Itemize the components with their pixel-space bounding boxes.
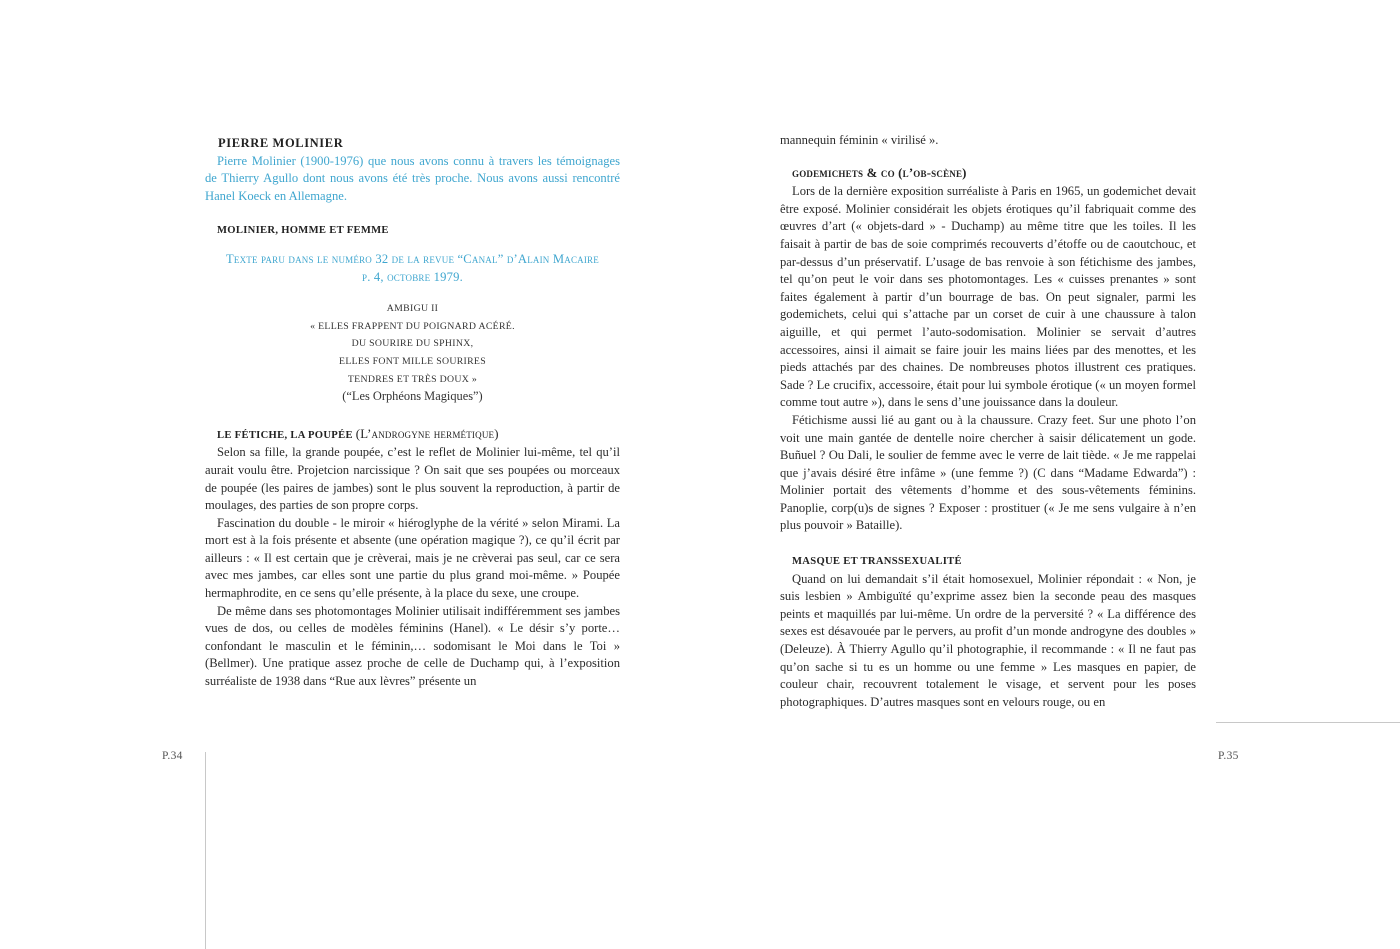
poem-line: ELLES FONT MILLE SOURIRES — [339, 355, 486, 367]
body-paragraph: Selon sa fille, la grande poupée, c’est le reflet de Molinier lui-même, tel qu’il aurait voulu être. Projetcion narcissique ? On sait que ses poupées ou morceaux de poupée (les paires de jambes) sont le plus souvent la reproduction, à partir de moulages, des parties de son propre corps. — [205, 445, 620, 513]
continuation-line: mannequin féminin « virilisé ». — [780, 133, 939, 147]
heading-masque-transsexualite: MASQUE ET TRANSSEXUALITÉ — [792, 556, 962, 568]
left-text-column — [205, 135, 620, 691]
body-paragraph: Lors de la dernière exposition surréaliste à Paris en 1965, un godemichet devait être exposé. Molinier considérait les objets érotiques qu’il fabriquait comme des œuvres d’art (« objets-dard » - Duchamp) au même titre que les toiles. Il les faisait à partir de bas de soie comprimés recouverts d’étoffe ou de caoutchouc, et par-dessus d’un préservatif. L’usage de bas renvoie à son fétichisme des jambes, tel qu’on peut le voir dans ses photomontages. Les « cuisses prenantes » sont faites également à partir d’un bourrage de bas. On peut signaler, parmi les godemichets, celui qui s’attache par un corset de cuir à une chaussure à talon aiguille, et qui permet l’auto-sodomisation. Molinier se servait d’autres accessoires, ainsi il aimait se faire jouir les mains liées par des menottes, et les pieds attachés par des chaines. De nombreuses photos illustrent ces pratiques. Sade ? Le crucifix, accessoire, était pour lui symbole érotique (« un moyen formel comme tout autre »), dans le sens d’une jouissance dans la douleur. — [780, 184, 1196, 410]
source-line-1: Texte paru dans le numéro 32 de la revue “Canal” d’Alain Macaire — [226, 251, 599, 266]
intro-paragraph: Pierre Molinier (1900-1976) que nous avons connu à travers les témoignages de Thierry Agullo dont nous avons été très proche. Nous avons aussi rencontré Hanel Koeck en Allemagne. — [205, 153, 620, 203]
poem-line: AMBIGU II — [386, 303, 439, 315]
gutter-rule — [205, 752, 206, 949]
poem-attribution: (“Les Orphéons Magiques”) — [342, 389, 483, 404]
source-line-2: p. 4, octobre 1979. — [361, 269, 464, 284]
poem-line: DU SOURIRE DU SPHINX, — [351, 338, 474, 350]
epigraph-poem — [205, 300, 620, 406]
poem-line: TENDRES ET TRÈS DOUX » — [347, 373, 478, 385]
source-note — [205, 251, 620, 286]
page-number-left: P.34 — [162, 750, 183, 762]
article-title: PIERRE MOLINIER — [218, 136, 344, 150]
poem-line: « ELLES FRAPPENT DU POIGNARD ACÉRÉ. — [310, 320, 515, 332]
body-paragraph: Fascination du double - le miroir « hiéroglyphe de la vérité » selon Mirami. La mort est à la fois présente et absente (une opération magique ?), ce qu’il écrit par ailleurs : « Il est certain que je crèverai, mais je ne crèverai pas seul, car ce sera avec mes jambes, car elles sont une partie du plus grand moi-même. » Poupée hermaphrodite, en ce sens qu’elle présente, à la place du sexe, une croupe. — [205, 515, 620, 601]
heading-fetiche-bold: LE FÉTICHE, LA POUPÉE — [217, 429, 353, 441]
right-page — [700, 0, 1400, 949]
heading-godemichets-text: godemichets & co (l’ob-scène) — [792, 165, 967, 180]
heading-fetiche-poupee — [217, 426, 620, 445]
page-number-right: P.35 — [1218, 750, 1239, 762]
heading-molinier-homme-femme: MOLINIER, HOMME ET FEMME — [217, 225, 389, 237]
heading-godemichets — [792, 165, 1196, 184]
heading-fetiche-subtitle: (L’androgyne hermétique) — [355, 426, 499, 441]
right-text-column — [780, 132, 1196, 711]
body-paragraph: De même dans ses photomontages Molinier utilisait indifféremment ses jambes vues de dos, ou celles de modèles féminins (Hanel). « Le désir s’y porte… confondant le masculin et le féminin,… sodomisant le Moi dans le Toi » (Bellmer). Une pratique assez proche de celle de Duchamp qui, à l’exposition surréaliste de 1938 dans “Rue aux lèvres” présente un — [205, 603, 620, 689]
body-paragraph: Fétichisme aussi lié au gant ou à la chaussure. Crazy feet. Sur une photo l’on voit une main gantée de dentelle noire chercher à saisir délicatement un gode. Buñuel ? Ou Dali, le soulier de femme avec le verre de lait tiède. « Je me rappelai que j’avais désiré être infâme » (une femme ?) (C dans “Madame Edwarda”) : Molinier portait des vêtements d’homme et des sous-vêtements féminins. Panoplie, corp(u)s de signes ? Exposer : prostituer (« Je me sens vulgaire à n’en plus pouvoir » Bataille). — [780, 412, 1196, 533]
footer-rule — [1216, 722, 1400, 723]
body-paragraph: Quand on lui demandait s’il était homosexuel, Molinier répondait : « Non, je suis lesbien » Ambiguïté qu’exprime assez bien la seconde peau des masques peints et maquillés par lui-même. Un ordre de la perversité ? « La différence des sexes est désavouée par le pervers, au profit d’un monde androgyne des doubles » (Deleuze). À Thierry Agullo qu’il photographie, il recommande : « Il ne faut pas qu’on sache si tu es un homme ou une femme » Les masques en papier, de couleur chair, recouvrent totalement le visage, et servent pour les poses photographiques. D’autres masques sont en velours rouge, ou en — [780, 571, 1196, 709]
